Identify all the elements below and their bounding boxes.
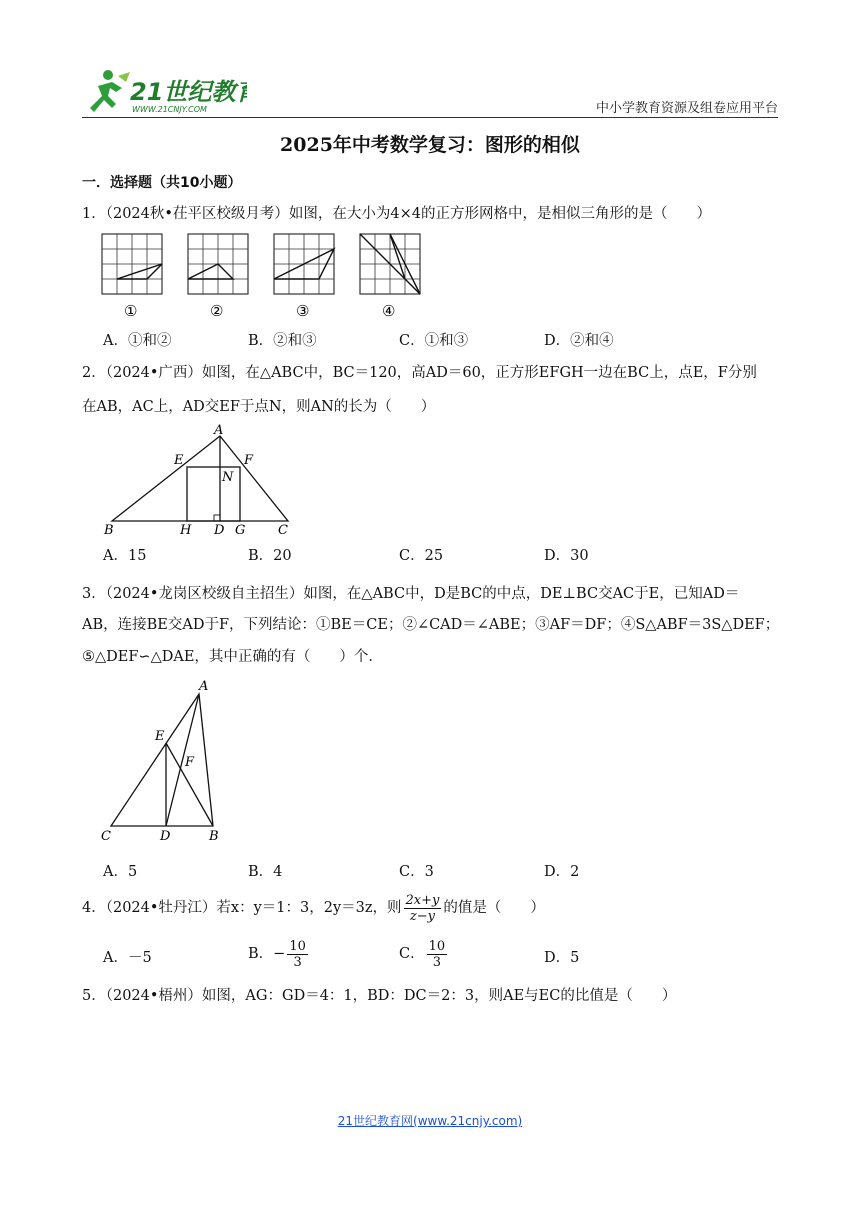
fig2-label-b: B xyxy=(104,523,114,538)
fig2-label-h: H xyxy=(180,523,192,538)
question-5-stem: 5．（2024•梧州）如图，AG：GD＝4：1，BD：DC＝2：3，则AE与EC的比值是（ ） xyxy=(82,988,677,1004)
q2-option-a[interactable]: A．15 xyxy=(103,548,147,564)
q4-option-c-den: 3 xyxy=(432,954,442,970)
fig3-label-d: D xyxy=(160,829,171,844)
footer-link[interactable]: 21世纪教育网(www.21cnjy.com) xyxy=(337,1114,523,1128)
question-1-figure xyxy=(100,232,430,326)
question-2-stem-line2: 在AB，AC上，AD交EF于点N，则AN的长为（ ） xyxy=(82,399,436,415)
fig3-label-c: C xyxy=(101,829,111,844)
fig3-label-e: E xyxy=(155,729,165,744)
q4-fraction xyxy=(404,893,442,924)
fig1-label-3: ③ xyxy=(296,302,310,320)
q2-option-c[interactable]: C．25 xyxy=(399,548,444,564)
logo-url: WWW.21CNJY.COM xyxy=(132,105,207,114)
q3-option-a[interactable]: A．5 xyxy=(103,864,138,880)
question-4-stem xyxy=(82,890,782,926)
q2-option-b[interactable]: B．20 xyxy=(248,548,292,564)
q4-option-a[interactable]: A．－5 xyxy=(103,950,152,966)
q1-option-c[interactable]: C．①和③ xyxy=(399,333,469,349)
logo-text: 21世纪教育 xyxy=(130,78,247,106)
fig1-label-2: ② xyxy=(210,302,224,320)
fig2-label-a: A xyxy=(214,423,224,438)
question-2-figure xyxy=(100,420,300,544)
q1-option-b[interactable]: B．②和③ xyxy=(248,333,317,349)
q4-option-b-fraction xyxy=(287,939,308,970)
q4-option-b-num: 10 xyxy=(289,938,306,954)
runner-icon xyxy=(90,70,130,112)
fig3-label-f: F xyxy=(185,755,195,770)
fig3-label-b: B xyxy=(209,829,219,844)
question-1-stem: 1．（2024秋•茌平区校级月考）如图，在大小为4×4的正方形网格中，是相似三角形的是（ ） xyxy=(82,206,712,222)
q4-option-b-sign: − xyxy=(273,946,286,962)
fig2-label-c: C xyxy=(278,523,288,538)
page-title: 2025年中考数学复习：图形的相似 xyxy=(280,134,580,156)
q4-stem-b: 的值是（ ） xyxy=(443,900,545,916)
q4-frac-den: z−y xyxy=(409,908,435,924)
q4-stem-a: 4．（2024•牡丹江）若x：y＝1：3，2y＝3z，则 xyxy=(82,900,402,916)
fig2-label-f: F xyxy=(244,453,254,468)
fig1-label-1: ① xyxy=(124,302,138,320)
fig3-label-a: A xyxy=(199,679,209,694)
header-platform-text: 中小学教育资源及组卷应用平台 xyxy=(595,101,778,116)
q4-option-b-letter: B． xyxy=(248,946,274,962)
fig2-label-g: G xyxy=(235,523,246,538)
q4-option-c-letter: C． xyxy=(399,946,425,962)
q3-option-c[interactable]: C．3 xyxy=(399,864,434,880)
header-divider xyxy=(82,117,778,118)
q4-option-b-den: 3 xyxy=(293,954,302,970)
q4-option-c-fraction xyxy=(427,939,448,970)
logo xyxy=(82,68,247,116)
fig2-label-e: E xyxy=(174,453,184,468)
fig2-label-d: D xyxy=(214,523,225,538)
question-2-stem-line1: 2．（2024•广西）如图，在△ABC中，BC＝120，高AD＝60，正方形EFGH一边在BC上，点E，F分别 xyxy=(82,365,757,381)
q1-option-d[interactable]: D．②和④ xyxy=(544,333,614,349)
q3-option-b[interactable]: B．4 xyxy=(248,864,283,880)
q4-option-b[interactable] xyxy=(248,936,310,972)
q2-option-d[interactable]: D．30 xyxy=(544,548,589,564)
q4-frac-num: 2x+y xyxy=(405,892,440,908)
q1-option-a[interactable]: A．①和② xyxy=(103,333,172,349)
section-heading: 一．选择题（共10小题） xyxy=(82,175,242,191)
q4-option-c[interactable] xyxy=(399,936,449,972)
question-3-stem-line1: 3．（2024•龙岗区校级自主招生）如图，在△ABC中，D是BC的中点，DE⊥BC交AC于E，已知AD＝ xyxy=(82,586,740,602)
question-3-stem-line2: AB，连接BE交AD于F，下列结论：①BE＝CE；②∠CAD＝∠ABE；③AF＝DF；④S△ABF＝3S△DEF； xyxy=(82,617,780,633)
q4-option-d[interactable]: D．5 xyxy=(544,950,580,966)
fig2-label-n: N xyxy=(222,470,234,485)
q4-option-c-num: 10 xyxy=(428,938,446,954)
question-3-stem-line3: ⑤△DEF∽△DAE，其中正确的有（ ）个． xyxy=(82,649,383,665)
fig1-label-4: ④ xyxy=(382,302,396,320)
question-3-figure xyxy=(95,676,235,850)
q3-option-d[interactable]: D．2 xyxy=(544,864,580,880)
